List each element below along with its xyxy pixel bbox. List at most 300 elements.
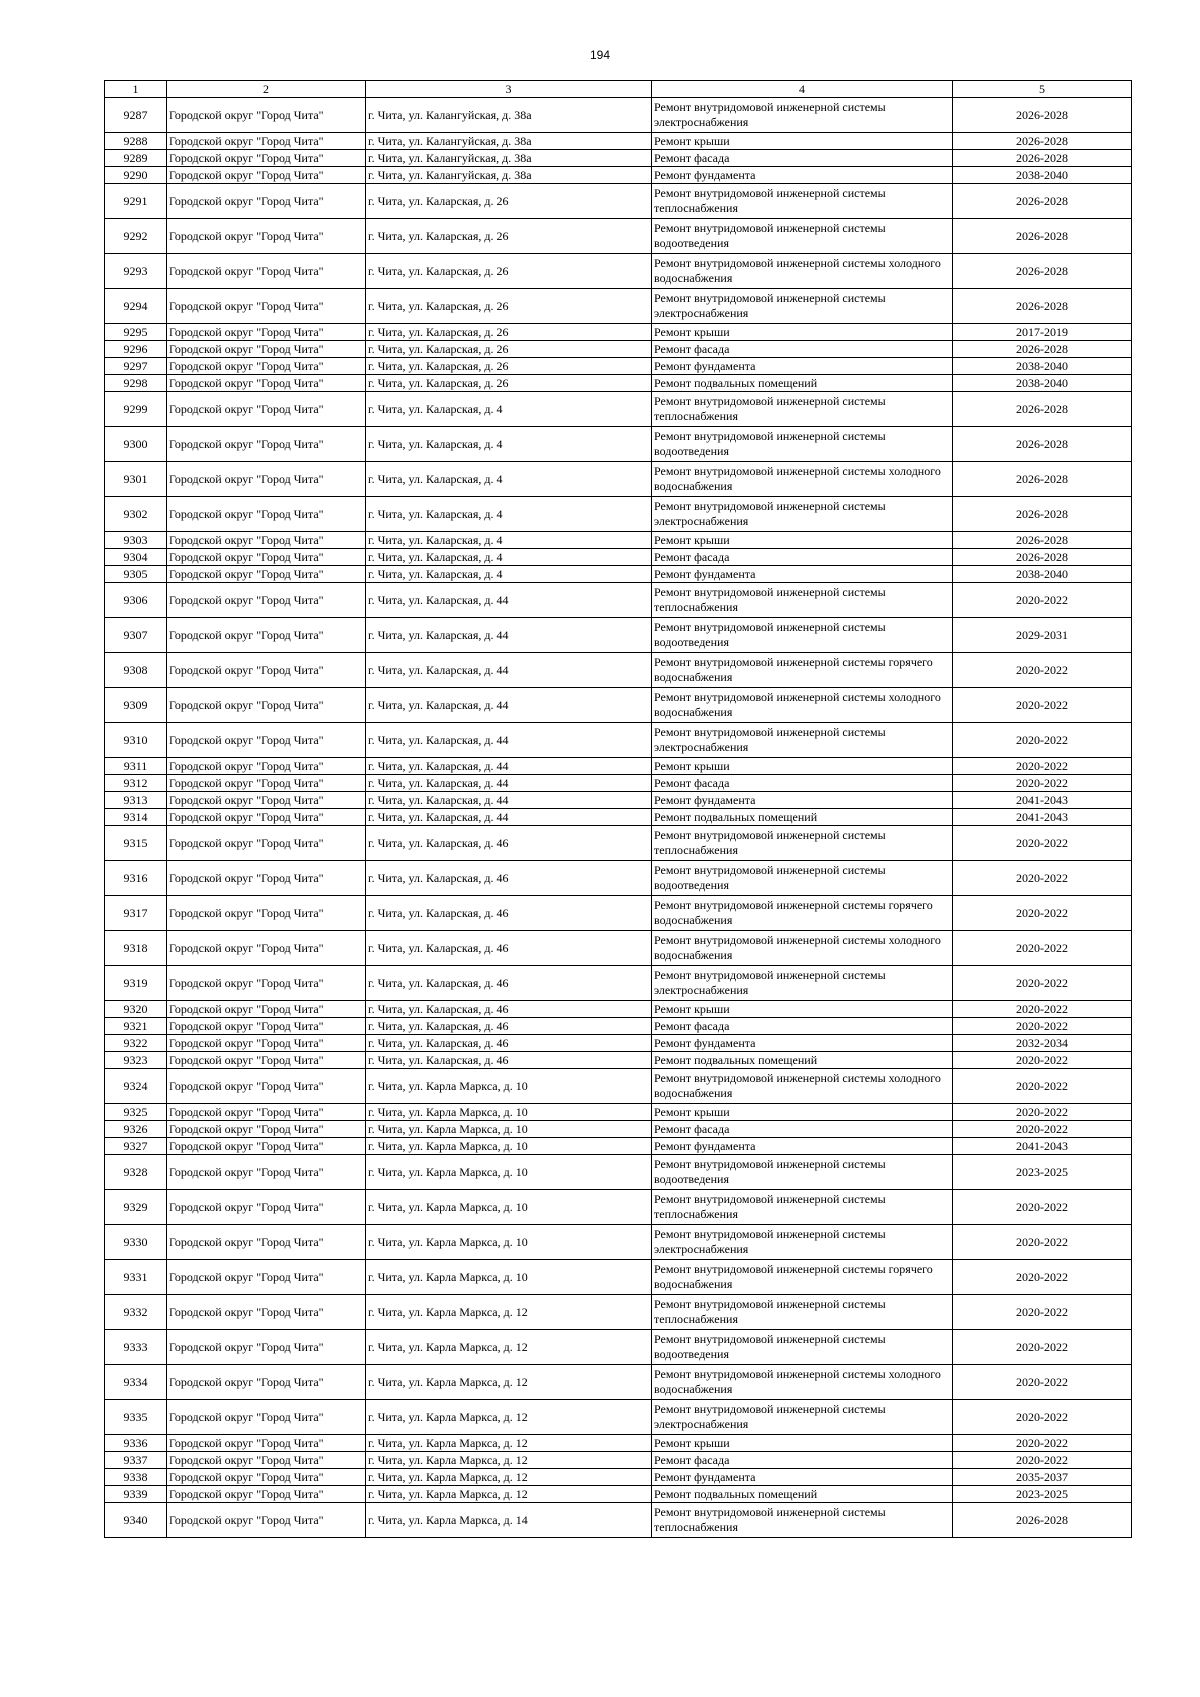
address-cell: г. Чита, ул. Каларская, д. 4: [366, 549, 652, 566]
period-cell: 2020-2022: [953, 1069, 1132, 1104]
period-cell: 2020-2022: [953, 1260, 1132, 1295]
period-cell: 2020-2022: [953, 1452, 1132, 1469]
address-cell: г. Чита, ул. Каларская, д. 46: [366, 1035, 652, 1052]
row-number-cell: 9319: [105, 966, 167, 1001]
address-cell: г. Чита, ул. Карла Маркса, д. 10: [366, 1121, 652, 1138]
table-row: [105, 966, 1132, 1001]
table-row: [105, 723, 1132, 758]
table-body: [105, 98, 1132, 1538]
column-header-2: 2: [167, 81, 366, 98]
address-cell: г. Чита, ул. Каларская, д. 26: [366, 184, 652, 219]
municipality-cell: Городской округ "Город Чита": [167, 497, 366, 532]
period-cell: 2026-2028: [953, 532, 1132, 549]
work-type-cell: Ремонт фасада: [652, 150, 953, 167]
table-row: [105, 1001, 1132, 1018]
row-number-cell: 9323: [105, 1052, 167, 1069]
period-cell: 2026-2028: [953, 497, 1132, 532]
period-cell: 2020-2022: [953, 896, 1132, 931]
table-row: [105, 341, 1132, 358]
address-cell: г. Чита, ул. Каларская, д. 26: [366, 254, 652, 289]
row-number-cell: 9295: [105, 324, 167, 341]
municipality-cell: Городской округ "Город Чита": [167, 931, 366, 966]
work-type-cell: Ремонт внутридомовой инженерной системы теплоснабжения: [652, 392, 953, 427]
municipality-cell: Городской округ "Город Чита": [167, 826, 366, 861]
period-cell: 2020-2022: [953, 1104, 1132, 1121]
row-number-cell: 9334: [105, 1365, 167, 1400]
period-cell: 2026-2028: [953, 462, 1132, 497]
table-row: [105, 792, 1132, 809]
table-row: [105, 758, 1132, 775]
municipality-cell: Городской округ "Город Чита": [167, 1365, 366, 1400]
period-cell: 2041-2043: [953, 792, 1132, 809]
municipality-cell: Городской округ "Город Чита": [167, 653, 366, 688]
work-type-cell: Ремонт внутридомовой инженерной системы водоотведения: [652, 219, 953, 254]
repair-schedule-table: [104, 80, 1132, 1538]
address-cell: г. Чита, ул. Карла Маркса, д. 10: [366, 1104, 652, 1121]
table-row: [105, 133, 1132, 150]
municipality-cell: Городской округ "Город Чита": [167, 1330, 366, 1365]
row-number-cell: 9288: [105, 133, 167, 150]
address-cell: г. Чита, ул. Каларская, д. 46: [366, 966, 652, 1001]
work-type-cell: Ремонт внутридомовой инженерной системы холодного водоснабжения: [652, 254, 953, 289]
row-number-cell: 9306: [105, 583, 167, 618]
municipality-cell: Городской округ "Город Чита": [167, 723, 366, 758]
row-number-cell: 9322: [105, 1035, 167, 1052]
work-type-cell: Ремонт внутридомовой инженерной системы теплоснабжения: [652, 826, 953, 861]
municipality-cell: Городской округ "Город Чита": [167, 375, 366, 392]
period-cell: 2020-2022: [953, 861, 1132, 896]
row-number-cell: 9289: [105, 150, 167, 167]
period-cell: 2041-2043: [953, 1138, 1132, 1155]
table-row: [105, 618, 1132, 653]
row-number-cell: 9314: [105, 809, 167, 826]
address-cell: г. Чита, ул. Каларская, д. 44: [366, 618, 652, 653]
address-cell: г. Чита, ул. Каларская, д. 46: [366, 1018, 652, 1035]
address-cell: г. Чита, ул. Каларская, д. 44: [366, 688, 652, 723]
work-type-cell: Ремонт внутридомовой инженерной системы холодного водоснабжения: [652, 931, 953, 966]
row-number-cell: 9310: [105, 723, 167, 758]
table-row: [105, 1260, 1132, 1295]
table-row: [105, 1365, 1132, 1400]
row-number-cell: 9315: [105, 826, 167, 861]
page-number: 194: [589, 48, 611, 62]
period-cell: 2020-2022: [953, 1225, 1132, 1260]
municipality-cell: Городской округ "Город Чита": [167, 167, 366, 184]
row-number-cell: 9328: [105, 1155, 167, 1190]
row-number-cell: 9296: [105, 341, 167, 358]
table-row: [105, 184, 1132, 219]
period-cell: 2032-2034: [953, 1035, 1132, 1052]
address-cell: г. Чита, ул. Каларская, д. 26: [366, 324, 652, 341]
municipality-cell: Городской округ "Город Чита": [167, 966, 366, 1001]
table-row: [105, 1138, 1132, 1155]
address-cell: г. Чита, ул. Карла Маркса, д. 12: [366, 1330, 652, 1365]
municipality-cell: Городской округ "Город Чита": [167, 1400, 366, 1435]
work-type-cell: Ремонт фасада: [652, 341, 953, 358]
period-cell: 2026-2028: [953, 150, 1132, 167]
municipality-cell: Городской округ "Город Чита": [167, 1503, 366, 1538]
period-cell: 2023-2025: [953, 1155, 1132, 1190]
period-cell: 2026-2028: [953, 133, 1132, 150]
period-cell: 2026-2028: [953, 549, 1132, 566]
address-cell: г. Чита, ул. Карла Маркса, д. 10: [366, 1155, 652, 1190]
table-row: [105, 931, 1132, 966]
municipality-cell: Городской округ "Город Чита": [167, 1035, 366, 1052]
work-type-cell: Ремонт внутридомовой инженерной системы теплоснабжения: [652, 1295, 953, 1330]
address-cell: г. Чита, ул. Каларская, д. 26: [366, 219, 652, 254]
work-type-cell: Ремонт подвальных помещений: [652, 1052, 953, 1069]
municipality-cell: Городской округ "Город Чита": [167, 289, 366, 324]
municipality-cell: Городской округ "Город Чита": [167, 583, 366, 618]
row-number-cell: 9326: [105, 1121, 167, 1138]
column-header-5: 5: [953, 81, 1132, 98]
municipality-cell: Городской округ "Город Чита": [167, 758, 366, 775]
address-cell: г. Чита, ул. Каларская, д. 46: [366, 826, 652, 861]
municipality-cell: Городской округ "Город Чита": [167, 792, 366, 809]
table-row: [105, 809, 1132, 826]
work-type-cell: Ремонт фундамента: [652, 1469, 953, 1486]
address-cell: г. Чита, ул. Каларская, д. 4: [366, 462, 652, 497]
row-number-cell: 9300: [105, 427, 167, 462]
row-number-cell: 9308: [105, 653, 167, 688]
work-type-cell: Ремонт внутридомовой инженерной системы электроснабжения: [652, 1225, 953, 1260]
address-cell: г. Чита, ул. Карла Маркса, д. 12: [366, 1295, 652, 1330]
table-row: [105, 1295, 1132, 1330]
period-cell: 2020-2022: [953, 1018, 1132, 1035]
period-cell: 2020-2022: [953, 931, 1132, 966]
address-cell: г. Чита, ул. Карла Маркса, д. 12: [366, 1435, 652, 1452]
table-row: [105, 1469, 1132, 1486]
period-cell: 2026-2028: [953, 427, 1132, 462]
table-row: [105, 861, 1132, 896]
row-number-cell: 9332: [105, 1295, 167, 1330]
address-cell: г. Чита, ул. Карла Маркса, д. 14: [366, 1503, 652, 1538]
table-row: [105, 1330, 1132, 1365]
period-cell: 2020-2022: [953, 826, 1132, 861]
period-cell: 2020-2022: [953, 775, 1132, 792]
row-number-cell: 9302: [105, 497, 167, 532]
municipality-cell: Городской округ "Город Чита": [167, 1018, 366, 1035]
table-row: [105, 549, 1132, 566]
work-type-cell: Ремонт крыши: [652, 532, 953, 549]
table-row: [105, 462, 1132, 497]
work-type-cell: Ремонт подвальных помещений: [652, 809, 953, 826]
row-number-cell: 9321: [105, 1018, 167, 1035]
table-row: [105, 1121, 1132, 1138]
municipality-cell: Городской округ "Город Чита": [167, 254, 366, 289]
table-row: [105, 324, 1132, 341]
address-cell: г. Чита, ул. Каларская, д. 26: [366, 289, 652, 324]
period-cell: 2023-2025: [953, 1486, 1132, 1503]
row-number-cell: 9327: [105, 1138, 167, 1155]
address-cell: г. Чита, ул. Каларская, д. 26: [366, 341, 652, 358]
table-row: [105, 1190, 1132, 1225]
work-type-cell: Ремонт внутридомовой инженерной системы холодного водоснабжения: [652, 688, 953, 723]
row-number-cell: 9338: [105, 1469, 167, 1486]
work-type-cell: Ремонт внутридомовой инженерной системы теплоснабжения: [652, 583, 953, 618]
header-row: [105, 81, 1132, 98]
municipality-cell: Городской округ "Город Чита": [167, 549, 366, 566]
row-number-cell: 9337: [105, 1452, 167, 1469]
address-cell: г. Чита, ул. Каларская, д. 26: [366, 375, 652, 392]
row-number-cell: 9309: [105, 688, 167, 723]
work-type-cell: Ремонт внутридомовой инженерной системы теплоснабжения: [652, 1190, 953, 1225]
row-number-cell: 9340: [105, 1503, 167, 1538]
period-cell: 2020-2022: [953, 1365, 1132, 1400]
row-number-cell: 9301: [105, 462, 167, 497]
period-cell: 2020-2022: [953, 1052, 1132, 1069]
table-row: [105, 1155, 1132, 1190]
address-cell: г. Чита, ул. Каларская, д. 26: [366, 358, 652, 375]
address-cell: г. Чита, ул. Карла Маркса, д. 10: [366, 1138, 652, 1155]
table-row: [105, 1225, 1132, 1260]
address-cell: г. Чита, ул. Калангуйская, д. 38а: [366, 150, 652, 167]
municipality-cell: Городской округ "Город Чита": [167, 392, 366, 427]
work-type-cell: Ремонт внутридомовой инженерной системы электроснабжения: [652, 966, 953, 1001]
period-cell: 2020-2022: [953, 966, 1132, 1001]
address-cell: г. Чита, ул. Калангуйская, д. 38а: [366, 167, 652, 184]
municipality-cell: Городской округ "Город Чита": [167, 427, 366, 462]
row-number-cell: 9318: [105, 931, 167, 966]
row-number-cell: 9329: [105, 1190, 167, 1225]
table-row: [105, 583, 1132, 618]
row-number-cell: 9336: [105, 1435, 167, 1452]
row-number-cell: 9330: [105, 1225, 167, 1260]
row-number-cell: 9291: [105, 184, 167, 219]
address-cell: г. Чита, ул. Каларская, д. 44: [366, 758, 652, 775]
municipality-cell: Городской округ "Город Чита": [167, 1225, 366, 1260]
work-type-cell: Ремонт фасада: [652, 1452, 953, 1469]
address-cell: г. Чита, ул. Каларская, д. 44: [366, 775, 652, 792]
municipality-cell: Городской округ "Город Чита": [167, 1001, 366, 1018]
municipality-cell: Городской округ "Город Чита": [167, 861, 366, 896]
work-type-cell: Ремонт подвальных помещений: [652, 375, 953, 392]
period-cell: 2020-2022: [953, 653, 1132, 688]
row-number-cell: 9287: [105, 98, 167, 133]
work-type-cell: Ремонт фундамента: [652, 792, 953, 809]
address-cell: г. Чита, ул. Каларская, д. 46: [366, 1052, 652, 1069]
address-cell: г. Чита, ул. Каларская, д. 44: [366, 653, 652, 688]
address-cell: г. Чита, ул. Каларская, д. 4: [366, 427, 652, 462]
row-number-cell: 9339: [105, 1486, 167, 1503]
row-number-cell: 9290: [105, 167, 167, 184]
municipality-cell: Городской округ "Город Чита": [167, 1435, 366, 1452]
work-type-cell: Ремонт фундамента: [652, 1035, 953, 1052]
column-header-3: 3: [366, 81, 652, 98]
row-number-cell: 9292: [105, 219, 167, 254]
work-type-cell: Ремонт внутридомовой инженерной системы горячего водоснабжения: [652, 653, 953, 688]
municipality-cell: Городской округ "Город Чита": [167, 1486, 366, 1503]
row-number-cell: 9297: [105, 358, 167, 375]
period-cell: 2038-2040: [953, 167, 1132, 184]
period-cell: 2038-2040: [953, 375, 1132, 392]
period-cell: 2017-2019: [953, 324, 1132, 341]
municipality-cell: Городской округ "Город Чита": [167, 1260, 366, 1295]
row-number-cell: 9333: [105, 1330, 167, 1365]
table-header: [105, 81, 1132, 98]
work-type-cell: Ремонт внутридомовой инженерной системы электроснабжения: [652, 1400, 953, 1435]
table-row: [105, 358, 1132, 375]
address-cell: г. Чита, ул. Карла Маркса, д. 10: [366, 1225, 652, 1260]
work-type-cell: Ремонт внутридомовой инженерной системы водоотведения: [652, 427, 953, 462]
period-cell: 2041-2043: [953, 809, 1132, 826]
address-cell: г. Чита, ул. Каларская, д. 44: [366, 583, 652, 618]
period-cell: 2026-2028: [953, 254, 1132, 289]
work-type-cell: Ремонт подвальных помещений: [652, 1486, 953, 1503]
municipality-cell: Городской округ "Город Чита": [167, 809, 366, 826]
period-cell: 2020-2022: [953, 1400, 1132, 1435]
work-type-cell: Ремонт внутридомовой инженерной системы холодного водоснабжения: [652, 462, 953, 497]
row-number-cell: 9305: [105, 566, 167, 583]
row-number-cell: 9324: [105, 1069, 167, 1104]
table-row: [105, 98, 1132, 133]
table-row: [105, 167, 1132, 184]
work-type-cell: Ремонт крыши: [652, 1104, 953, 1121]
address-cell: г. Чита, ул. Каларская, д. 46: [366, 931, 652, 966]
table-row: [105, 289, 1132, 324]
period-cell: 2020-2022: [953, 1001, 1132, 1018]
table-row: [105, 653, 1132, 688]
period-cell: 2020-2022: [953, 583, 1132, 618]
work-type-cell: Ремонт внутридомовой инженерной системы холодного водоснабжения: [652, 1069, 953, 1104]
work-type-cell: Ремонт внутридомовой инженерной системы электроснабжения: [652, 723, 953, 758]
address-cell: г. Чита, ул. Каларская, д. 44: [366, 792, 652, 809]
municipality-cell: Городской округ "Город Чита": [167, 688, 366, 723]
table-row: [105, 826, 1132, 861]
period-cell: 2029-2031: [953, 618, 1132, 653]
address-cell: г. Чита, ул. Каларская, д. 4: [366, 566, 652, 583]
period-cell: 2020-2022: [953, 1295, 1132, 1330]
work-type-cell: Ремонт внутридомовой инженерной системы горячего водоснабжения: [652, 896, 953, 931]
work-type-cell: Ремонт фасада: [652, 549, 953, 566]
address-cell: г. Чита, ул. Карла Маркса, д. 12: [366, 1452, 652, 1469]
work-type-cell: Ремонт крыши: [652, 758, 953, 775]
row-number-cell: 9298: [105, 375, 167, 392]
work-type-cell: Ремонт фасада: [652, 775, 953, 792]
period-cell: 2020-2022: [953, 723, 1132, 758]
period-cell: 2020-2022: [953, 1435, 1132, 1452]
table-row: [105, 1503, 1132, 1538]
municipality-cell: Городской округ "Город Чита": [167, 566, 366, 583]
table-row: [105, 392, 1132, 427]
work-type-cell: Ремонт фундамента: [652, 167, 953, 184]
table-row: [105, 1400, 1132, 1435]
table-row: [105, 427, 1132, 462]
municipality-cell: Городской округ "Город Чита": [167, 341, 366, 358]
municipality-cell: Городской округ "Город Чита": [167, 1069, 366, 1104]
row-number-cell: 9293: [105, 254, 167, 289]
row-number-cell: 9303: [105, 532, 167, 549]
municipality-cell: Городской округ "Город Чита": [167, 150, 366, 167]
table-row: [105, 566, 1132, 583]
table-row: [105, 1486, 1132, 1503]
municipality-cell: Городской округ "Город Чита": [167, 1190, 366, 1225]
municipality-cell: Городской округ "Город Чита": [167, 98, 366, 133]
municipality-cell: Городской округ "Город Чита": [167, 775, 366, 792]
municipality-cell: Городской округ "Город Чита": [167, 1121, 366, 1138]
municipality-cell: Городской округ "Город Чита": [167, 133, 366, 150]
work-type-cell: Ремонт фасада: [652, 1018, 953, 1035]
period-cell: 2026-2028: [953, 341, 1132, 358]
row-number-cell: 9320: [105, 1001, 167, 1018]
table-row: [105, 150, 1132, 167]
table-row: [105, 775, 1132, 792]
address-cell: г. Чита, ул. Калангуйская, д. 38а: [366, 98, 652, 133]
row-number-cell: 9325: [105, 1104, 167, 1121]
municipality-cell: Городской округ "Город Чита": [167, 324, 366, 341]
table-row: [105, 1452, 1132, 1469]
municipality-cell: Городской округ "Город Чита": [167, 618, 366, 653]
municipality-cell: Городской округ "Город Чита": [167, 1452, 366, 1469]
work-type-cell: Ремонт внутридомовой инженерной системы водоотведения: [652, 861, 953, 896]
table-row: [105, 254, 1132, 289]
period-cell: 2020-2022: [953, 1121, 1132, 1138]
municipality-cell: Городской округ "Город Чита": [167, 1295, 366, 1330]
municipality-cell: Городской округ "Город Чита": [167, 532, 366, 549]
period-cell: 2038-2040: [953, 566, 1132, 583]
work-type-cell: Ремонт внутридомовой инженерной системы водоотведения: [652, 618, 953, 653]
period-cell: 2035-2037: [953, 1469, 1132, 1486]
work-type-cell: Ремонт крыши: [652, 1435, 953, 1452]
row-number-cell: 9312: [105, 775, 167, 792]
period-cell: 2020-2022: [953, 1330, 1132, 1365]
municipality-cell: Городской округ "Город Чита": [167, 358, 366, 375]
row-number-cell: 9307: [105, 618, 167, 653]
address-cell: г. Чита, ул. Карла Маркса, д. 12: [366, 1486, 652, 1503]
address-cell: г. Чита, ул. Каларская, д. 46: [366, 896, 652, 931]
row-number-cell: 9313: [105, 792, 167, 809]
work-type-cell: Ремонт фундамента: [652, 1138, 953, 1155]
address-cell: г. Чита, ул. Каларская, д. 4: [366, 497, 652, 532]
period-cell: 2020-2022: [953, 758, 1132, 775]
table-row: [105, 1069, 1132, 1104]
table-row: [105, 532, 1132, 549]
address-cell: г. Чита, ул. Карла Маркса, д. 10: [366, 1069, 652, 1104]
work-type-cell: Ремонт крыши: [652, 324, 953, 341]
row-number-cell: 9316: [105, 861, 167, 896]
address-cell: г. Чита, ул. Карла Маркса, д. 12: [366, 1400, 652, 1435]
period-cell: 2026-2028: [953, 98, 1132, 133]
table-row: [105, 497, 1132, 532]
period-cell: 2020-2022: [953, 1190, 1132, 1225]
address-cell: г. Чита, ул. Каларская, д. 46: [366, 1001, 652, 1018]
work-type-cell: Ремонт внутридомовой инженерной системы электроснабжения: [652, 98, 953, 133]
work-type-cell: Ремонт внутридомовой инженерной системы водоотведения: [652, 1155, 953, 1190]
table-row: [105, 1035, 1132, 1052]
address-cell: г. Чита, ул. Каларская, д. 44: [366, 723, 652, 758]
column-header-4: 4: [652, 81, 953, 98]
work-type-cell: Ремонт внутридомовой инженерной системы водоотведения: [652, 1330, 953, 1365]
work-type-cell: Ремонт внутридомовой инженерной системы теплоснабжения: [652, 1503, 953, 1538]
work-type-cell: Ремонт внутридомовой инженерной системы электроснабжения: [652, 497, 953, 532]
work-type-cell: Ремонт внутридомовой инженерной системы электроснабжения: [652, 289, 953, 324]
municipality-cell: Городской округ "Город Чита": [167, 896, 366, 931]
municipality-cell: Городской округ "Город Чита": [167, 462, 366, 497]
table-row: [105, 219, 1132, 254]
period-cell: 2026-2028: [953, 1503, 1132, 1538]
period-cell: 2026-2028: [953, 219, 1132, 254]
row-number-cell: 9317: [105, 896, 167, 931]
address-cell: г. Чита, ул. Каларская, д. 4: [366, 392, 652, 427]
municipality-cell: Городской округ "Город Чита": [167, 184, 366, 219]
column-header-1: 1: [105, 81, 167, 98]
period-cell: 2026-2028: [953, 392, 1132, 427]
table-row: [105, 1435, 1132, 1452]
work-type-cell: Ремонт фундамента: [652, 566, 953, 583]
work-type-cell: Ремонт фундамента: [652, 358, 953, 375]
work-type-cell: Ремонт крыши: [652, 1001, 953, 1018]
address-cell: г. Чита, ул. Карла Маркса, д. 12: [366, 1365, 652, 1400]
